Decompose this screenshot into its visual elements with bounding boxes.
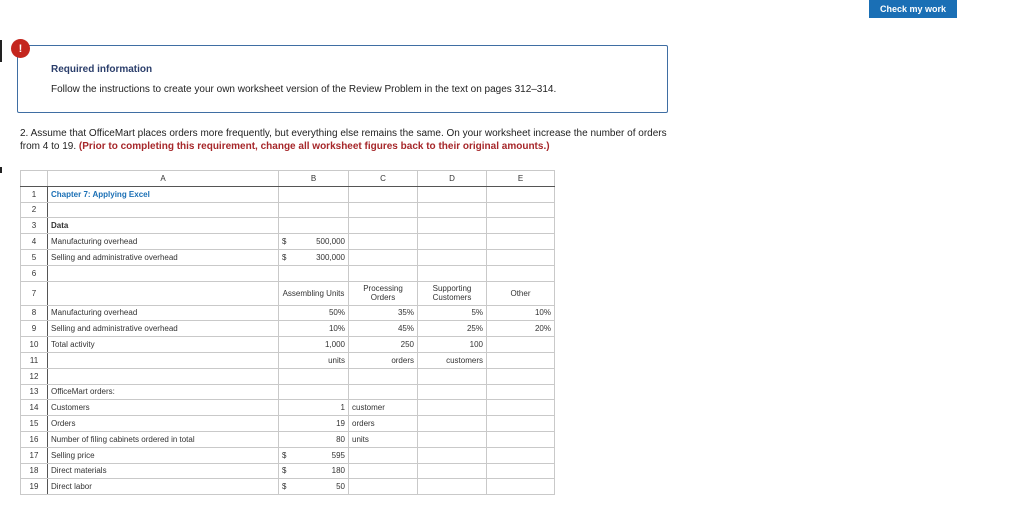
table-row bbox=[21, 416, 555, 432]
mfg-overhead-value-cell[interactable] bbox=[279, 234, 349, 250]
data-label-cell[interactable]: Data bbox=[48, 218, 279, 234]
table-row bbox=[21, 234, 555, 250]
cell[interactable] bbox=[418, 186, 487, 202]
cell[interactable]: units bbox=[349, 431, 418, 447]
header-processing-orders[interactable]: Processing Orders bbox=[349, 281, 418, 305]
cell[interactable]: Total activity bbox=[48, 337, 279, 353]
table-row bbox=[21, 186, 555, 202]
column-header: C bbox=[349, 171, 418, 187]
cell[interactable] bbox=[279, 479, 349, 495]
cell[interactable] bbox=[48, 265, 279, 281]
cell[interactable]: 50% bbox=[279, 305, 349, 321]
cell-value: 595 bbox=[331, 450, 345, 460]
row-number: 4 bbox=[21, 234, 48, 250]
cell[interactable]: orders bbox=[349, 416, 418, 432]
cell[interactable] bbox=[279, 218, 349, 234]
table-row bbox=[21, 368, 555, 384]
cell[interactable] bbox=[487, 265, 555, 281]
question-text bbox=[20, 127, 680, 153]
question-warning: (Prior to completing this requirement, change all worksheet figures back to their original amounts.) bbox=[78, 141, 550, 152]
row-number: 16 bbox=[21, 431, 48, 447]
cell[interactable]: Customers bbox=[48, 400, 279, 416]
cell[interactable]: 25% bbox=[418, 321, 487, 337]
row-number: 13 bbox=[21, 384, 48, 400]
cell[interactable]: customer bbox=[349, 400, 418, 416]
cell[interactable] bbox=[418, 368, 487, 384]
cell[interactable] bbox=[487, 416, 555, 432]
row-number: 1 bbox=[21, 186, 48, 202]
row-number: 2 bbox=[21, 202, 48, 218]
check-my-work-button[interactable]: Check my work bbox=[869, 0, 957, 18]
cell[interactable]: 80 bbox=[279, 431, 349, 447]
cell[interactable] bbox=[418, 416, 487, 432]
corner-cell bbox=[21, 171, 48, 187]
mfg-overhead-label[interactable]: Manufacturing overhead bbox=[48, 234, 279, 250]
row-number: 8 bbox=[21, 305, 48, 321]
cell[interactable] bbox=[279, 265, 349, 281]
cell[interactable]: Orders bbox=[48, 416, 279, 432]
left-marker bbox=[0, 40, 2, 62]
header-other[interactable]: Other bbox=[487, 281, 555, 305]
cell[interactable] bbox=[418, 447, 487, 463]
mfg-overhead-value: 500,000 bbox=[316, 237, 345, 247]
cell[interactable] bbox=[349, 463, 418, 479]
cell[interactable]: 20% bbox=[487, 321, 555, 337]
left-marker bbox=[0, 167, 2, 173]
cell[interactable] bbox=[418, 463, 487, 479]
cell[interactable] bbox=[48, 368, 279, 384]
cell[interactable] bbox=[349, 384, 418, 400]
cell-value: 50 bbox=[336, 482, 345, 492]
cell-value: 180 bbox=[331, 466, 345, 476]
cell[interactable]: 35% bbox=[349, 305, 418, 321]
cell[interactable] bbox=[279, 186, 349, 202]
header-supporting-customers[interactable]: Supporting Customers bbox=[418, 281, 487, 305]
table-row bbox=[21, 337, 555, 353]
cell[interactable]: Direct materials bbox=[48, 463, 279, 479]
dollar-sign: $ bbox=[282, 252, 287, 262]
cell[interactable] bbox=[48, 281, 279, 305]
cell[interactable] bbox=[279, 463, 349, 479]
cell[interactable]: OfficeMart orders: bbox=[48, 384, 279, 400]
table-row bbox=[21, 384, 555, 400]
dollar-sign: $ bbox=[282, 237, 287, 247]
row-number: 6 bbox=[21, 265, 48, 281]
alert-icon: ! bbox=[11, 39, 30, 58]
cell[interactable] bbox=[487, 479, 555, 495]
row-number: 12 bbox=[21, 368, 48, 384]
cell[interactable]: 100 bbox=[418, 337, 487, 353]
cell[interactable]: units bbox=[279, 352, 349, 368]
row-number: 3 bbox=[21, 218, 48, 234]
table-row bbox=[21, 265, 555, 281]
cell[interactable]: orders bbox=[349, 352, 418, 368]
cell[interactable] bbox=[349, 202, 418, 218]
table-row bbox=[21, 305, 555, 321]
cell[interactable] bbox=[487, 384, 555, 400]
required-information-box bbox=[17, 45, 668, 113]
cell[interactable] bbox=[487, 234, 555, 250]
row-number: 14 bbox=[21, 400, 48, 416]
column-header: A bbox=[48, 171, 279, 187]
cell[interactable]: customers bbox=[418, 352, 487, 368]
cell[interactable] bbox=[418, 479, 487, 495]
table-row bbox=[21, 479, 555, 495]
row-number: 10 bbox=[21, 337, 48, 353]
row-number: 5 bbox=[21, 249, 48, 265]
cell[interactable] bbox=[418, 234, 487, 250]
cell[interactable] bbox=[487, 400, 555, 416]
cell[interactable]: 10% bbox=[279, 321, 349, 337]
dollar-sign: $ bbox=[282, 450, 287, 460]
table-row bbox=[21, 281, 555, 305]
cell[interactable]: Manufacturing overhead bbox=[48, 305, 279, 321]
table-row bbox=[21, 447, 555, 463]
cell[interactable] bbox=[487, 337, 555, 353]
cell[interactable] bbox=[48, 202, 279, 218]
cell[interactable] bbox=[487, 368, 555, 384]
question-body: 2. Assume that OfficeMart places orders more frequently, but everything else remains the same. On your worksheet increase the number of orders from 4 to 19. bbox=[20, 128, 667, 152]
sga-label[interactable]: Selling and administrative overhead bbox=[48, 249, 279, 265]
cell[interactable] bbox=[418, 431, 487, 447]
cell[interactable] bbox=[487, 186, 555, 202]
cell[interactable] bbox=[349, 218, 418, 234]
cell[interactable] bbox=[349, 368, 418, 384]
table-row bbox=[21, 202, 555, 218]
table-row bbox=[21, 400, 555, 416]
cell[interactable] bbox=[349, 234, 418, 250]
table-row bbox=[21, 463, 555, 479]
cell[interactable] bbox=[279, 447, 349, 463]
sga-value: 300,000 bbox=[316, 252, 345, 262]
cell[interactable] bbox=[349, 186, 418, 202]
cell[interactable]: Number of filing cabinets ordered in total bbox=[48, 431, 279, 447]
dollar-sign: $ bbox=[282, 482, 287, 492]
cell[interactable]: 10% bbox=[487, 305, 555, 321]
table-row bbox=[21, 431, 555, 447]
cell[interactable] bbox=[279, 384, 349, 400]
row-number: 19 bbox=[21, 479, 48, 495]
cell[interactable] bbox=[418, 265, 487, 281]
cell[interactable]: 45% bbox=[349, 321, 418, 337]
column-header-row bbox=[21, 171, 555, 187]
row-number: 18 bbox=[21, 463, 48, 479]
cell[interactable]: Selling and administrative overhead bbox=[48, 321, 279, 337]
row-number: 7 bbox=[21, 281, 48, 305]
cell[interactable] bbox=[487, 431, 555, 447]
cell[interactable]: 250 bbox=[349, 337, 418, 353]
column-header: D bbox=[418, 171, 487, 187]
dollar-sign: $ bbox=[282, 466, 287, 476]
header-assembling-units[interactable]: Assembling Units bbox=[279, 281, 349, 305]
table-row bbox=[21, 352, 555, 368]
cell[interactable]: 5% bbox=[418, 305, 487, 321]
cell[interactable] bbox=[279, 202, 349, 218]
table-row bbox=[21, 249, 555, 265]
cell[interactable] bbox=[487, 202, 555, 218]
info-title: Required information bbox=[51, 64, 153, 75]
cell[interactable] bbox=[279, 368, 349, 384]
cell[interactable]: Selling price bbox=[48, 447, 279, 463]
cell[interactable] bbox=[48, 352, 279, 368]
cell[interactable] bbox=[418, 249, 487, 265]
cell[interactable]: 1,000 bbox=[279, 337, 349, 353]
column-header: E bbox=[487, 171, 555, 187]
cell[interactable] bbox=[349, 265, 418, 281]
cell[interactable] bbox=[418, 218, 487, 234]
table-row bbox=[21, 321, 555, 337]
cell[interactable]: 1 bbox=[279, 400, 349, 416]
cell[interactable] bbox=[487, 218, 555, 234]
row-number: 17 bbox=[21, 447, 48, 463]
row-number: 11 bbox=[21, 352, 48, 368]
sga-value-cell[interactable] bbox=[279, 249, 349, 265]
column-header: B bbox=[279, 171, 349, 187]
cell[interactable]: 19 bbox=[279, 416, 349, 432]
row-number: 15 bbox=[21, 416, 48, 432]
cell[interactable] bbox=[418, 384, 487, 400]
cell[interactable] bbox=[349, 249, 418, 265]
cell[interactable] bbox=[487, 447, 555, 463]
cell[interactable] bbox=[418, 400, 487, 416]
cell[interactable] bbox=[487, 352, 555, 368]
cell[interactable] bbox=[349, 447, 418, 463]
info-text: Follow the instructions to create your own worksheet version of the Review Problem in the text on pages 312–314. bbox=[51, 84, 557, 95]
table-row bbox=[21, 218, 555, 234]
row-number: 9 bbox=[21, 321, 48, 337]
cell[interactable] bbox=[418, 202, 487, 218]
sheet-title-cell[interactable]: Chapter 7: Applying Excel bbox=[48, 186, 279, 202]
cell[interactable] bbox=[487, 463, 555, 479]
worksheet-table bbox=[20, 170, 555, 495]
cell[interactable] bbox=[349, 479, 418, 495]
cell[interactable] bbox=[487, 249, 555, 265]
cell[interactable]: Direct labor bbox=[48, 479, 279, 495]
